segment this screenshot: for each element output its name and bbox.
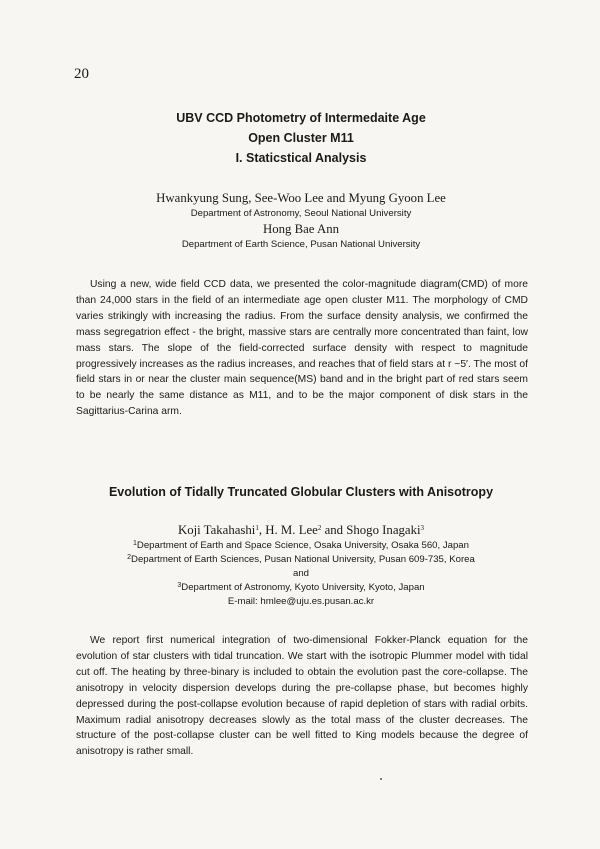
- paper2-abstract: We report first numerical integration of two-dimensional Fokker-Planck equation for the evolution of star clusters with tidal truncation. We start with the isotropic Plummer model with tidal cut off. The heating by three-binary is included to obtain the evolution past the core-collapse. The anisotropy in velocity dispersion develops during the pre-collapse phase, but becomes highly depressed during the post-collapse evolution because of rapid depletion of stars with radial orbits. Maximum radial anisotropy decreases slowly as the total mass of the cluster decreases. The structure of the post-collapse cluster can be well fitted to King models because the degree of anisotropy is rather small.: [76, 635, 528, 758]
- paper2-affil-2-mark: 2: [127, 554, 132, 561]
- paper2-affil-3-text: Department of Astronomy, Kyoto University, Kyoto, Japan: [181, 582, 425, 593]
- paper2-author-1-mark: 1: [255, 524, 259, 532]
- paper2-affiliation-1: [76, 539, 526, 553]
- paper2-author-1: Koji Takahashi: [177, 523, 256, 537]
- paper1-affiliation-2: Department of Earth Science, Pusan National University: [181, 239, 421, 250]
- paper2-author-2: , H. M. Lee: [258, 523, 318, 537]
- paper1-header: [76, 108, 526, 252]
- paper2-affil-1-text: Department of Earth and Space Science, Osaka University, Osaka 560, Japan: [136, 540, 469, 551]
- paper2-title: Evolution of Tidally Truncated Globular Clusters with Anisotropy: [108, 485, 494, 499]
- paper2-author-3-mark: 3: [420, 524, 425, 532]
- paper1-author-names-2: Hong Bae Ann: [262, 222, 340, 236]
- paper2-abstract-block: [76, 633, 528, 760]
- paper2-affiliation-3: [76, 581, 526, 595]
- paper2-affiliation-2: [76, 553, 526, 567]
- paper2-author-names: [76, 522, 526, 539]
- paper2-header: [76, 482, 526, 609]
- paper1-authors: [76, 190, 526, 252]
- paper1-title-line-1: UBV CCD Photometry of Intermedaite Age: [176, 111, 426, 125]
- paper2-affil-3-mark: 3: [177, 582, 182, 589]
- paper2-affil-1-mark: 1: [133, 540, 137, 547]
- paper2-affiliation-and: and: [292, 568, 309, 579]
- paper2-email: E-mail: hmlee@uju.es.pusan.ac.kr: [227, 596, 375, 607]
- page-number: 20: [74, 66, 89, 82]
- paper1-abstract: Using a new, wide field CCD data, we presented the color-magnitude diagram(CMD) of more than 24,000 stars in the field of an intermediate age open cluster M11. The morphology of CMD varies strikingly with increasing the radius. From the surface density analysis, we confirmed the mass segregatrion effect - the bright, massive stars are centrally more concentrated than faint, low mass stars. The slope of the field-corrected surface density with respect to magnitude progressively increases as the radius increases, and reaches that of field stars at r ~5′. The most of field stars in or near the cluster main sequence(MS) band and in the bright part of red stars seem to be nearly the same distance as M11, and to be the major component of disk stars in the Sagittarius-Carina arm.: [76, 279, 528, 418]
- scan-speck: [380, 778, 382, 780]
- paper2-authors: [76, 522, 526, 609]
- paper1-abstract-block: [76, 277, 528, 420]
- paper1-author-names-1: Hwankyung Sung, See-Woo Lee and Myung Gyoon Lee: [156, 191, 446, 205]
- paper2-author-2-mark: 2: [317, 524, 322, 532]
- paper2-author-3: and Shogo Inagaki: [321, 523, 421, 537]
- paper1-title-line-3: I. Staticstical Analysis: [235, 151, 367, 165]
- paper1-title-line-2: Open Cluster M11: [248, 131, 354, 145]
- paper2-affil-2-text: Department of Earth Sciences, Pusan National University, Pusan 609-735, Korea: [131, 554, 475, 565]
- paper1-affiliation-1: Department of Astronomy, Seoul National University: [190, 208, 412, 219]
